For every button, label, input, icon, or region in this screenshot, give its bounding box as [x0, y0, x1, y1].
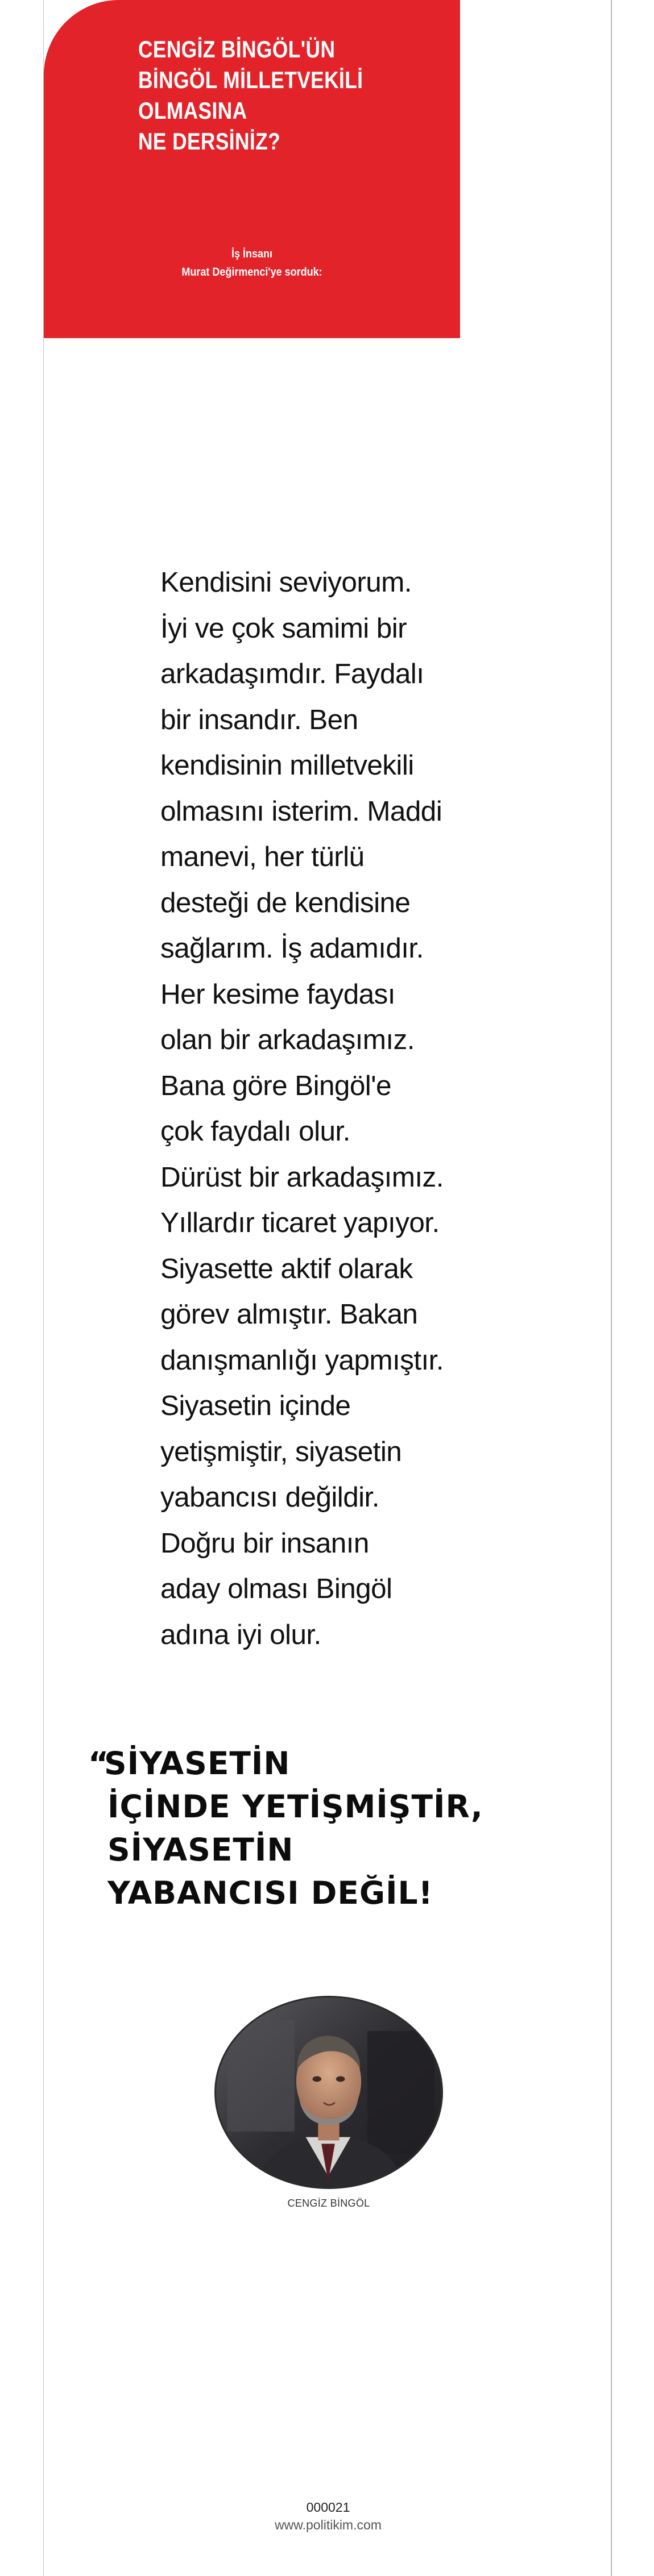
headline-line: NE DERSİNİZ? — [138, 128, 281, 155]
answer-line: Her kesime faydası — [160, 978, 395, 1010]
answer-line: aday olması Bingöl — [160, 1573, 392, 1604]
interviewee-intro: Murat Değirmenci'ye sorduk: — [181, 266, 322, 278]
answer-line: sağlarım. İş adamıdır. — [160, 933, 424, 964]
interviewee-role: İş İnsanı — [231, 248, 273, 260]
answer-line: desteği de kendisine — [160, 887, 411, 918]
answer-line: yabancısı değildir. — [160, 1481, 379, 1513]
headline-line: BİNGÖL MİLLETVEKİLİ — [138, 66, 363, 93]
answer-line: Siyasetin içinde — [160, 1390, 351, 1421]
headline — [138, 34, 363, 157]
quote-line: SİYASETİN — [104, 1745, 291, 1782]
answer-line: adına iyi olur. — [160, 1618, 321, 1650]
answer-line: Doğru bir insanın — [160, 1527, 369, 1559]
quote-line: SİYASETİN — [107, 1832, 294, 1868]
answer-line: Dürüst bir arkadaşımız. — [160, 1161, 444, 1193]
answer-line: bir insandır. Ben — [160, 704, 358, 735]
pull-quote — [90, 1742, 483, 1915]
quote-line: YABANCISI DEĞİL! — [107, 1875, 433, 1911]
page-number: 000021 — [306, 2500, 350, 2515]
page — [43, 0, 612, 2576]
answer-text — [160, 560, 513, 1658]
answer-line: İyi ve çok samimi bir — [160, 612, 407, 644]
answer-line: olan bir arkadaşımız. — [160, 1024, 415, 1055]
website-url: www.politikim.com — [275, 2517, 382, 2532]
answer-line: kendisinin milletvekili — [160, 750, 414, 781]
headline-line: OLMASINA — [138, 97, 247, 124]
answer-line: Bana göre Bingöl'e — [160, 1069, 391, 1101]
answer-line: yetişmiştir, siyasetin — [160, 1435, 402, 1467]
answer-line: Kendisini seviyorum. — [160, 567, 412, 598]
answer-line: olmasını isterim. Maddi — [160, 795, 442, 827]
answer-line: manevi, her türlü — [160, 841, 365, 872]
answer-line: Yıllardır ticaret yapıyor. — [160, 1207, 440, 1238]
answer-line: arkadaşımdır. Faydalı — [160, 658, 424, 689]
answer-line: çok faydalı olur. — [160, 1116, 350, 1147]
answer-line: görev almıştır. Bakan — [160, 1299, 418, 1330]
answer-line: danışmanlığı yapmıştır. — [160, 1344, 444, 1376]
portrait-photo — [214, 1996, 443, 2189]
portrait-illustration — [216, 1997, 441, 2187]
photo-caption: CENGİZ BİNGÖL — [287, 2198, 370, 2209]
headline-line: CENGİZ BİNGÖL'ÜN — [138, 36, 336, 63]
quote-mark: “ — [88, 1745, 110, 1782]
answer-line: Siyasette aktif olarak — [160, 1252, 413, 1284]
quote-line: İÇİNDE YETİŞMİŞTİR, — [107, 1788, 483, 1825]
header-banner — [44, 0, 460, 338]
